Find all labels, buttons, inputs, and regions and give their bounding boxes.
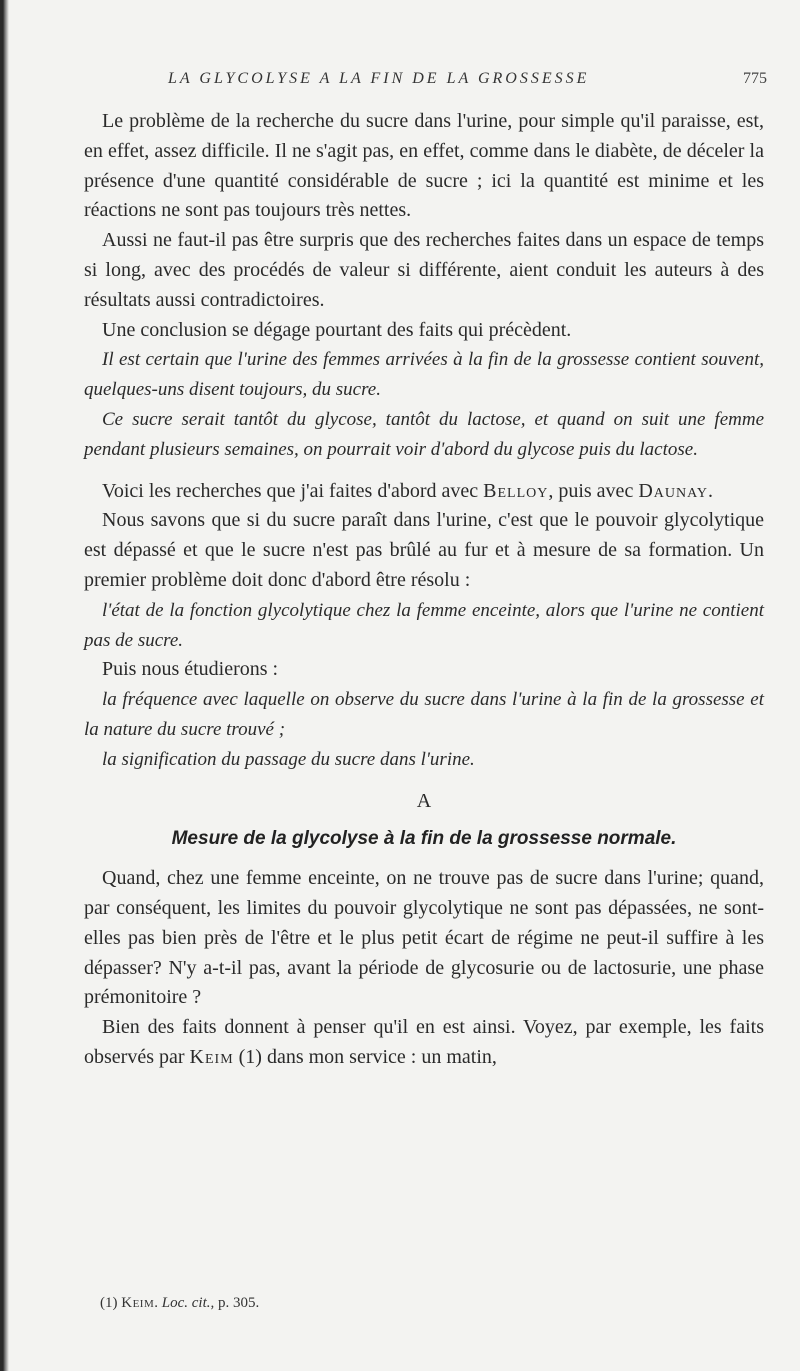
footnote: (1) Keim. Loc. cit., p. 305. — [100, 1295, 260, 1311]
italic-paragraph: Il est certain que l'urine des femmes arrivées à la fin de la grossesse contient souvent, quelques-uns disent toujours, du sucre. — [84, 349, 764, 401]
body-text — [84, 107, 764, 1073]
footnote-ref: Loc. cit., — [161, 1295, 215, 1311]
section-letter: A — [416, 789, 432, 812]
italic-paragraph: la fréquence avec laquelle on observe du sucre dans l'urine à la fin de la grossesse et la nature du sucre trouvé ; — [84, 689, 764, 740]
running-head: LA GLYCOLYSE A LA FIN DE LA GROSSESSE — [168, 70, 590, 87]
paragraph: Voici les recherches que j'ai faites d'abord avec Belloy, puis avec Daunay. — [102, 479, 714, 502]
paragraph: Aussi ne faut-il pas être surpris que des recherches faites dans un espace de temps si long, avec des procédés de valeur si différente, aient conduit les auteurs à des résultats aussi contradictoires. — [84, 229, 764, 311]
italic-paragraph: la signification du passage du sucre dans l'urine. — [102, 748, 475, 770]
author-name: Belloy — [483, 479, 549, 502]
section-title: Mesure de la glycolyse à la fin de la grossesse normale. — [171, 828, 677, 850]
italic-paragraph: l'état de la fonction glycolytique chez la femme enceinte, alors que l'urine ne contient pas de sucre. — [84, 599, 764, 651]
paragraph: Une conclusion se dégage pourtant des faits qui précèdent. — [102, 318, 572, 341]
page-number: 775 — [743, 70, 767, 87]
paragraph: Puis nous étudierons : — [102, 658, 279, 681]
footnote-page: p. 305. — [218, 1295, 260, 1311]
footnote-marker: (1) — [100, 1295, 118, 1311]
paragraph: Nous savons que si du sucre paraît dans l'urine, c'est que le pouvoir glycolytique est dépassé et que le sucre n'est pas brûlé au fur et à mesure de sa formation. Un premier problème doit donc d'abord être résolu : — [84, 509, 764, 591]
author-name: Keim — [189, 1045, 234, 1068]
author-name: Daunay — [638, 479, 709, 502]
scan-binding-edge — [0, 0, 9, 1371]
paragraph: Bien des faits donnent à penser qu'il en est ainsi. Voyez, par exemple, les faits observés par Keim (1) dans mon service : un matin, — [84, 1016, 764, 1068]
paragraph: Le problème de la recherche du sucre dans l'urine, pour simple qu'il paraisse, est, en effet, assez difficile. Il ne s'agit pas, en effet, comme dans le diabète, de déceler la présence d'une quantité considérable de sucre ; ici la quantité est minime et les réactions ne sont pas toujours très nettes. — [84, 110, 764, 222]
paragraph: Quand, chez une femme enceinte, on ne trouve pas de sucre dans l'urine; quand, par conséquent, les limites du pouvoir glycolytique ne sont pas dépassées, ne sont-elles pas bien près de l'être et le plus petit écart de régime ne peut-il suffire à les dépasser? N'y a-t-il pas, avant la période de glycosurie ou de lactosurie, une phase prémonitoire ? — [84, 867, 764, 1009]
footnote-author: Keim — [121, 1295, 155, 1311]
italic-paragraph: Ce sucre serait tantôt du glycose, tantôt du lactose, et quand on suit une femme pendant plusieurs semaines, on pourrait voir d'abord du glycose puis du lactose. — [84, 408, 764, 460]
